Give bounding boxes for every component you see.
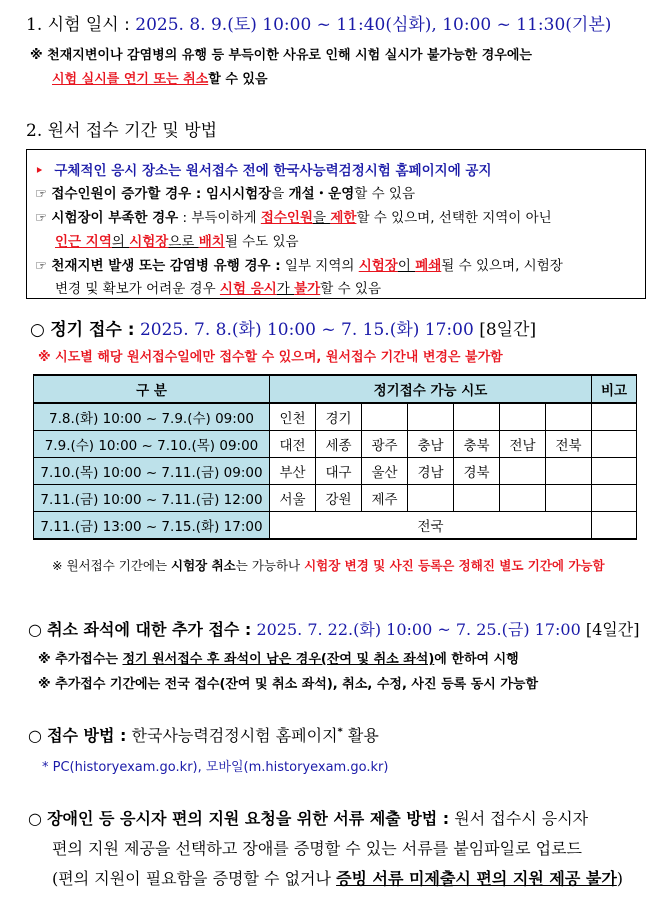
box-row4: [55, 230, 299, 250]
region-cell: 강원: [316, 485, 362, 512]
table-row: [34, 458, 637, 485]
region-cell: 인천: [270, 403, 316, 431]
regular-registration-line: [30, 315, 536, 340]
box-row4-red1: 인근 지역: [55, 234, 112, 250]
note-mark: ※: [30, 48, 43, 63]
region-cell: [546, 403, 592, 431]
box-row3-mid2: 을: [313, 210, 331, 226]
box-row5-mid2: 이: [397, 258, 416, 274]
region-cell: [454, 403, 500, 431]
disability-line1: [28, 806, 588, 829]
remarks-cell: [592, 485, 637, 512]
box-row6-red2: 불가: [294, 281, 321, 297]
pointer-icon: ☞: [35, 210, 48, 226]
disability-text1: 원서 접수시 응시자: [449, 809, 589, 828]
pointer-icon: ☞: [35, 258, 48, 274]
region-cell: 부산: [270, 458, 316, 485]
section2-heading: 원서 접수 기간 및 방법: [47, 121, 218, 141]
box-row2-bold: 접수인원이 증가할 경우 : 임시시험장: [51, 186, 272, 202]
bullet-icon: ○: [28, 809, 42, 828]
row-date: 7.9.(수) 10:00 ~ 7.10.(목) 09:00: [34, 431, 270, 458]
region-cell: 충북: [454, 431, 500, 458]
exam-date-text: 2025. 8. 9.(토) 10:00 ~ 11:40(심화), 10:00 ~ 11:30(기본): [135, 15, 612, 35]
box-row3-mid: : 부득이하게: [178, 210, 261, 226]
table-row: [34, 512, 637, 540]
disability-text3-b: ): [616, 869, 624, 888]
bullet-icon: ○: [28, 726, 42, 745]
section2-heading-line: [26, 116, 217, 141]
box-row1-text: 구체적인 응시 장소는 원서접수 전에 한국사능력검정시험 홈페이지에 공지: [54, 163, 492, 179]
box-row6-tail: 할 수 있음: [320, 281, 381, 297]
bullet-icon: ○: [30, 320, 45, 340]
cancel-period: 2025. 7. 22.(화) 10:00 ~ 7. 25.(금) 17:00: [256, 620, 581, 639]
table-header-row: [34, 375, 637, 403]
box-row6-red1: 시험 응시: [219, 281, 277, 297]
box-row2-mid: 을: [271, 186, 289, 202]
box-row5-red1: 시험장: [358, 258, 398, 274]
header-remarks: 비고: [592, 375, 637, 403]
box-row3-tail: 할 수 있으며, 선택한 지역이 아닌: [356, 210, 552, 226]
section1-note: [30, 44, 532, 63]
cancel-note1-a: ※ 추가접수는: [38, 652, 123, 667]
disability-line2: 편의 지원 제공을 선택하고 장애를 증명할 수 있는 서류를 붙임파일로 업로드: [52, 839, 582, 858]
section1-heading: 시험 일시 :: [47, 15, 130, 35]
remarks-cell: [592, 403, 637, 431]
region-cell: [500, 403, 546, 431]
box-row2: [35, 182, 415, 202]
table-note-text1: 원서접수 기간에는: [66, 558, 172, 573]
method-tail: 활용: [342, 726, 379, 745]
region-cell: 울산: [362, 458, 408, 485]
region-cell: 광주: [362, 431, 408, 458]
note-text: 천재지변이나 감염병의 유행 등 부득이한 사유로 인해 시험 실시가 불가능한 경우에는: [47, 48, 532, 63]
section1-number: 1.: [26, 15, 43, 35]
section1-note-cont: [52, 68, 268, 87]
box-row2-tail: 할 수 있음: [354, 186, 415, 202]
section2-number: 2.: [26, 121, 43, 141]
row-date: 7.11.(금) 13:00 ~ 7.15.(화) 17:00: [34, 512, 270, 540]
remarks-cell: [592, 512, 637, 540]
disability-label: 장애인 등 응시자 편의 지원 요청을 위한 서류 제출 방법 :: [47, 809, 450, 828]
cancel-days: [4일간]: [585, 620, 640, 639]
table-row: [34, 485, 637, 512]
cancel-label: 취소 좌석에 대한 추가 접수 :: [47, 620, 252, 639]
header-category: 구 분: [34, 375, 270, 403]
disability-text3-a: (편의 지원이 필요함을 증명할 수 없거나: [52, 869, 337, 888]
box-row5-bold: 천재지변 발생 또는 감염병 유행 경우 :: [51, 258, 281, 274]
regular-days: [8일간]: [479, 320, 537, 340]
region-cell: [546, 485, 592, 512]
box-row5-red2: 폐쇄: [415, 258, 442, 274]
box-row1-mark: ‣: [35, 163, 44, 179]
method-text: 한국사능력검정시험 홈페이지: [131, 726, 338, 745]
region-cell: 세종: [316, 431, 362, 458]
box-row4-mid2: 으로: [168, 234, 199, 250]
box-row4-red3: 배치: [198, 234, 225, 250]
table-row: [34, 431, 637, 458]
region-cell: 대전: [270, 431, 316, 458]
region-cell: [454, 485, 500, 512]
region-cell: 제주: [362, 485, 408, 512]
bullet-icon: ○: [28, 620, 42, 639]
region-cell: 전남: [500, 431, 546, 458]
remarks-cell: [592, 431, 637, 458]
region-cell: 전북: [546, 431, 592, 458]
box-row3-bold: 시험장이 부족한 경우: [51, 210, 179, 226]
remarks-cell: [592, 458, 637, 485]
cancel-note1: [38, 648, 519, 667]
method-line: [28, 723, 379, 746]
region-cell: 경북: [454, 458, 500, 485]
region-cell: 경기: [316, 403, 362, 431]
table-note-red: 시험장 변경 및 사진 등록은 정해진 별도 기간에 가능함: [304, 558, 605, 573]
exam-date-line: [26, 10, 611, 35]
box-row4-tail: 될 수도 있음: [224, 234, 299, 250]
cancel-note2: ※ 추가접수 기간에는 전국 접수(잔여 및 취소 좌석), 취소, 수정, 사진 등록 동시 가능함: [38, 677, 539, 692]
box-row2-bold2: 개설・운영: [288, 186, 355, 202]
region-cell: [500, 485, 546, 512]
region-cell: 경남: [408, 458, 454, 485]
table-note-bold: 시험장 취소: [171, 558, 236, 573]
note-tail: 할 수 있음: [208, 72, 268, 87]
region-cell: [362, 403, 408, 431]
box-row5: [35, 254, 563, 274]
notice-box: [26, 149, 646, 299]
disability-text3-underlined: 증빙 서류 미제출시 편의 지원 제공 불가: [336, 869, 617, 888]
method-label: 접수 방법 :: [47, 726, 127, 745]
regular-period: 2025. 7. 8.(화) 10:00 ~ 7. 15.(화) 17:00: [139, 320, 474, 340]
region-cell: 대구: [316, 458, 362, 485]
box-row5-tail: 될 수 있으며, 시험장: [441, 258, 563, 274]
box-row6: [55, 277, 381, 297]
region-cell: 충남: [408, 431, 454, 458]
box-row3-red2: 제한: [330, 210, 357, 226]
region-cell: [408, 403, 454, 431]
disability-line3: [52, 866, 623, 889]
row-date: 7.11.(금) 10:00 ~ 7.11.(금) 12:00: [34, 485, 270, 512]
row-date: 7.10.(목) 10:00 ~ 7.11.(금) 09:00: [34, 458, 270, 485]
header-regions: 정기접수 가능 시도: [270, 375, 592, 403]
cancel-note1-b: 에 한하여 시행: [434, 652, 519, 667]
table-note-mark: ※: [52, 558, 63, 573]
table-note: [52, 556, 605, 574]
box-row3: [35, 206, 552, 226]
regular-note: ※ 시도별 해당 원서접수일에만 접수할 수 있으며, 원서접수 기간내 변경은 불가함: [38, 350, 503, 365]
region-cell-nationwide: 전국: [270, 512, 592, 540]
regular-label: 정기 접수 :: [50, 320, 135, 340]
box-row6-text: 변경 및 확보가 어려운 경우: [55, 281, 220, 297]
box-row4-mid: 의: [111, 234, 130, 250]
table-row: [34, 403, 637, 431]
box-row6-mid: 가: [276, 281, 295, 297]
method-sub: * PC(historyexam.go.kr), 모바일(m.historyexam.go.kr): [42, 760, 389, 775]
region-cell: [408, 485, 454, 512]
note-red: 시험 실시를 연기 또는 취소: [52, 72, 209, 87]
box-row3-red1: 접수인원: [260, 210, 313, 226]
region-cell: [546, 458, 592, 485]
row-date: 7.8.(화) 10:00 ~ 7.9.(수) 09:00: [34, 403, 270, 431]
method-star: *: [337, 726, 343, 738]
schedule-table: [33, 374, 637, 540]
box-row1: [35, 159, 492, 179]
cancel-note1-underlined: 정기 원서접수 후 좌석이 남은 경우(잔여 및 취소 좌석): [122, 652, 435, 667]
additional-registration-line: [28, 617, 639, 640]
region-cell: 서울: [270, 485, 316, 512]
pointer-icon: ☞: [35, 186, 48, 202]
box-row4-red2: 시험장: [129, 234, 169, 250]
region-cell: [500, 458, 546, 485]
box-row5-mid: 일부 지역의: [280, 258, 359, 274]
table-note-text2: 는 가능하나: [235, 558, 305, 573]
